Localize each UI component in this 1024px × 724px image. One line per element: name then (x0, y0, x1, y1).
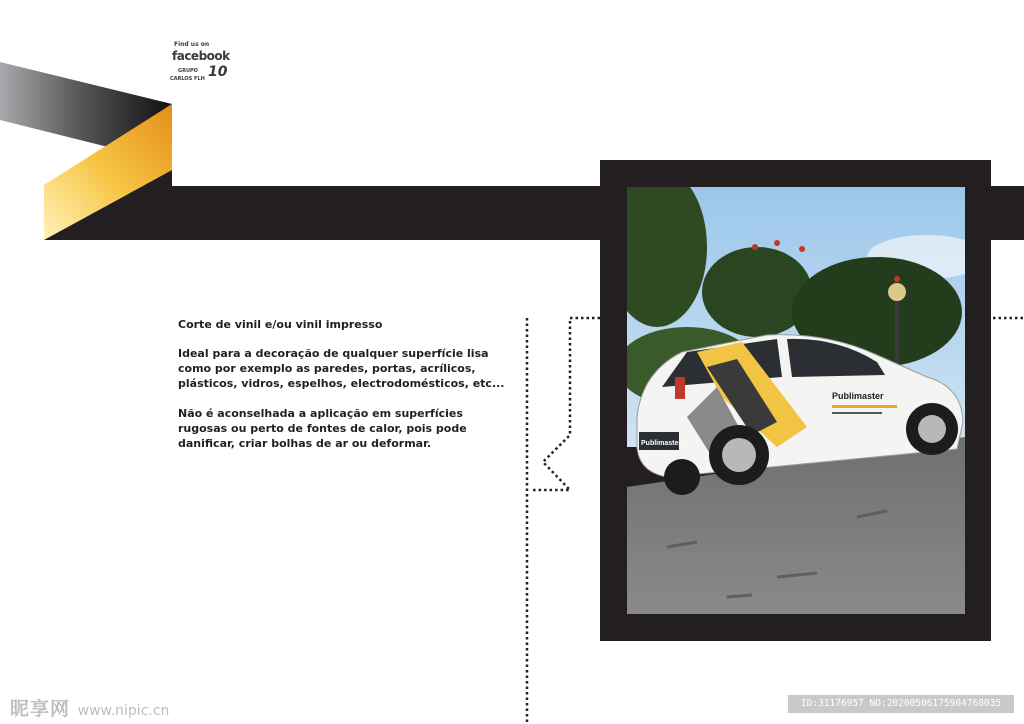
group-label: GRUPO (178, 68, 198, 74)
facebook-wordmark: facebook (172, 49, 230, 63)
car-photo-illustration (627, 187, 965, 614)
site-watermark-name: 昵享网 (10, 698, 71, 720)
car-photo (627, 187, 965, 614)
car-rear-text: Publimaster (641, 440, 682, 447)
car-side-text: Publimaster (832, 391, 884, 401)
content-paragraph-warning: Não é aconselhada a aplicação em superfícies rugosas ou perto de fontes de calor, pois pode danificar, criar bolhas de ar ou deformar. (178, 407, 467, 450)
group-number-logo: 10 (208, 64, 228, 80)
content-paragraph-usage: Ideal para a decoração de qualquer superfície lisa como por exemplo as paredes, portas, acrílicos, plásticos, vidros, espelhos, electrodomésticos, etc... (178, 347, 505, 390)
group-name: CARLOS FLH (170, 76, 205, 82)
site-watermark-url: www.nipic.cn (77, 703, 170, 719)
content-block (178, 317, 508, 466)
facebook-find-us-text: Find us on (174, 41, 210, 48)
dotted-callout-connector (533, 318, 600, 490)
site-watermark (10, 694, 169, 721)
image-id-watermark: ID:31176957 NO:20200506175904768035 (788, 695, 1014, 713)
content-heading: Corte de vinil e/ou vinil impresso (178, 318, 383, 331)
facebook-badge[interactable] (168, 40, 238, 88)
